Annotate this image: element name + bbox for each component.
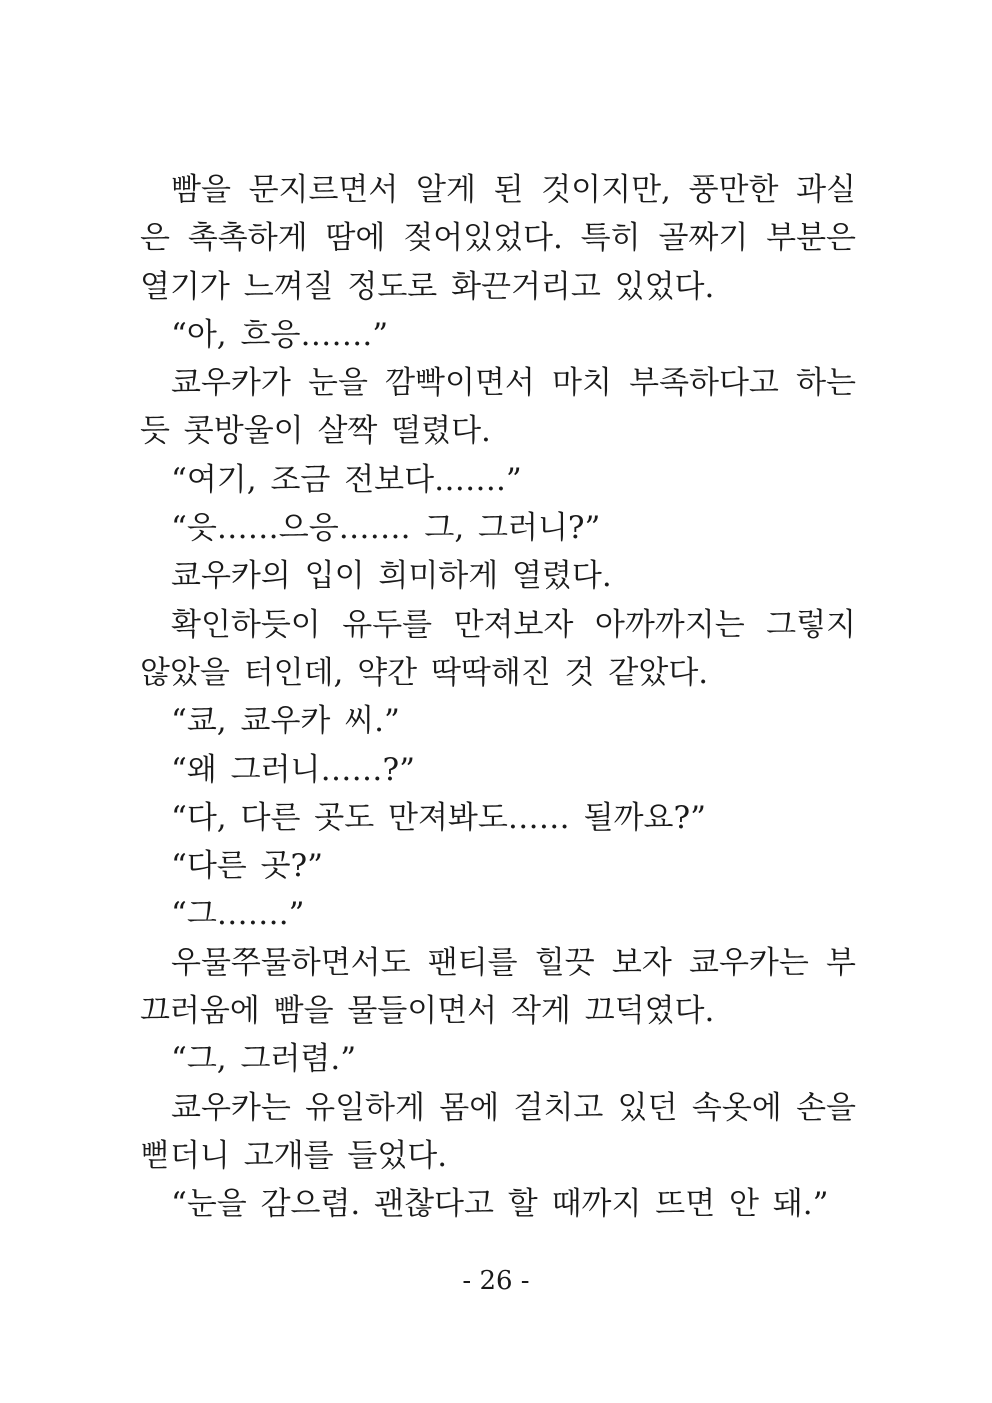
paragraph-8: “쿄, 쿄우카 씨.” (171, 703, 400, 740)
novel-text (140, 166, 856, 1229)
page-number: - 26 - (462, 1266, 530, 1296)
paragraph-11: “다른 곳?” (171, 848, 324, 885)
paragraph-15: 쿄우카는 유일하게 몸에 걸치고 있던 속옷에 손을 뻗더니 고개를 들었다. (140, 1089, 856, 1174)
paragraph-3: 쿄우카가 눈을 깜빡이면서 마치 부족하다고 하는 듯 콧방울이 살짝 떨렸다. (140, 365, 856, 450)
paragraph-9: “왜 그러니……?” (171, 751, 415, 788)
paragraph-6: 쿄우카의 입이 희미하게 열렸다. (171, 558, 612, 595)
paragraph-4: “여기, 조금 전보다…….” (171, 461, 522, 498)
paragraph-2: “아, 흐응…….” (171, 316, 389, 353)
paragraph-10: “다, 다른 곳도 만져봐도…… 될까요?” (171, 799, 706, 836)
paragraph-16: “눈을 감으렴. 괜찮다고 할 때까지 뜨면 안 돼.” (171, 1186, 829, 1223)
paragraph-5: “읏……으응……. 그, 그러니?” (171, 510, 601, 547)
paragraph-14: “그, 그러렴.” (171, 1041, 357, 1078)
paragraph-1: 빰을 문지르면서 알게 된 것이지만, 풍만한 과실은 촉촉하게 땀에 젖어있었다. 특히 골짜기 부분은 열기가 느껴질 정도로 화끈거리고 있었다. (140, 172, 856, 305)
paragraph-13: 우물쭈물하면서도 팬티를 힐끗 보자 쿄우카는 부끄러움에 빰을 물들이면서 작게 끄덕였다. (140, 944, 856, 1030)
paragraph-7: 확인하듯이 유두를 만져보자 아까까지는 그렇지 않았을 터인데, 약간 딱딱해진 것 같았다. (140, 606, 856, 691)
paragraph-12: “그…….” (171, 896, 305, 933)
